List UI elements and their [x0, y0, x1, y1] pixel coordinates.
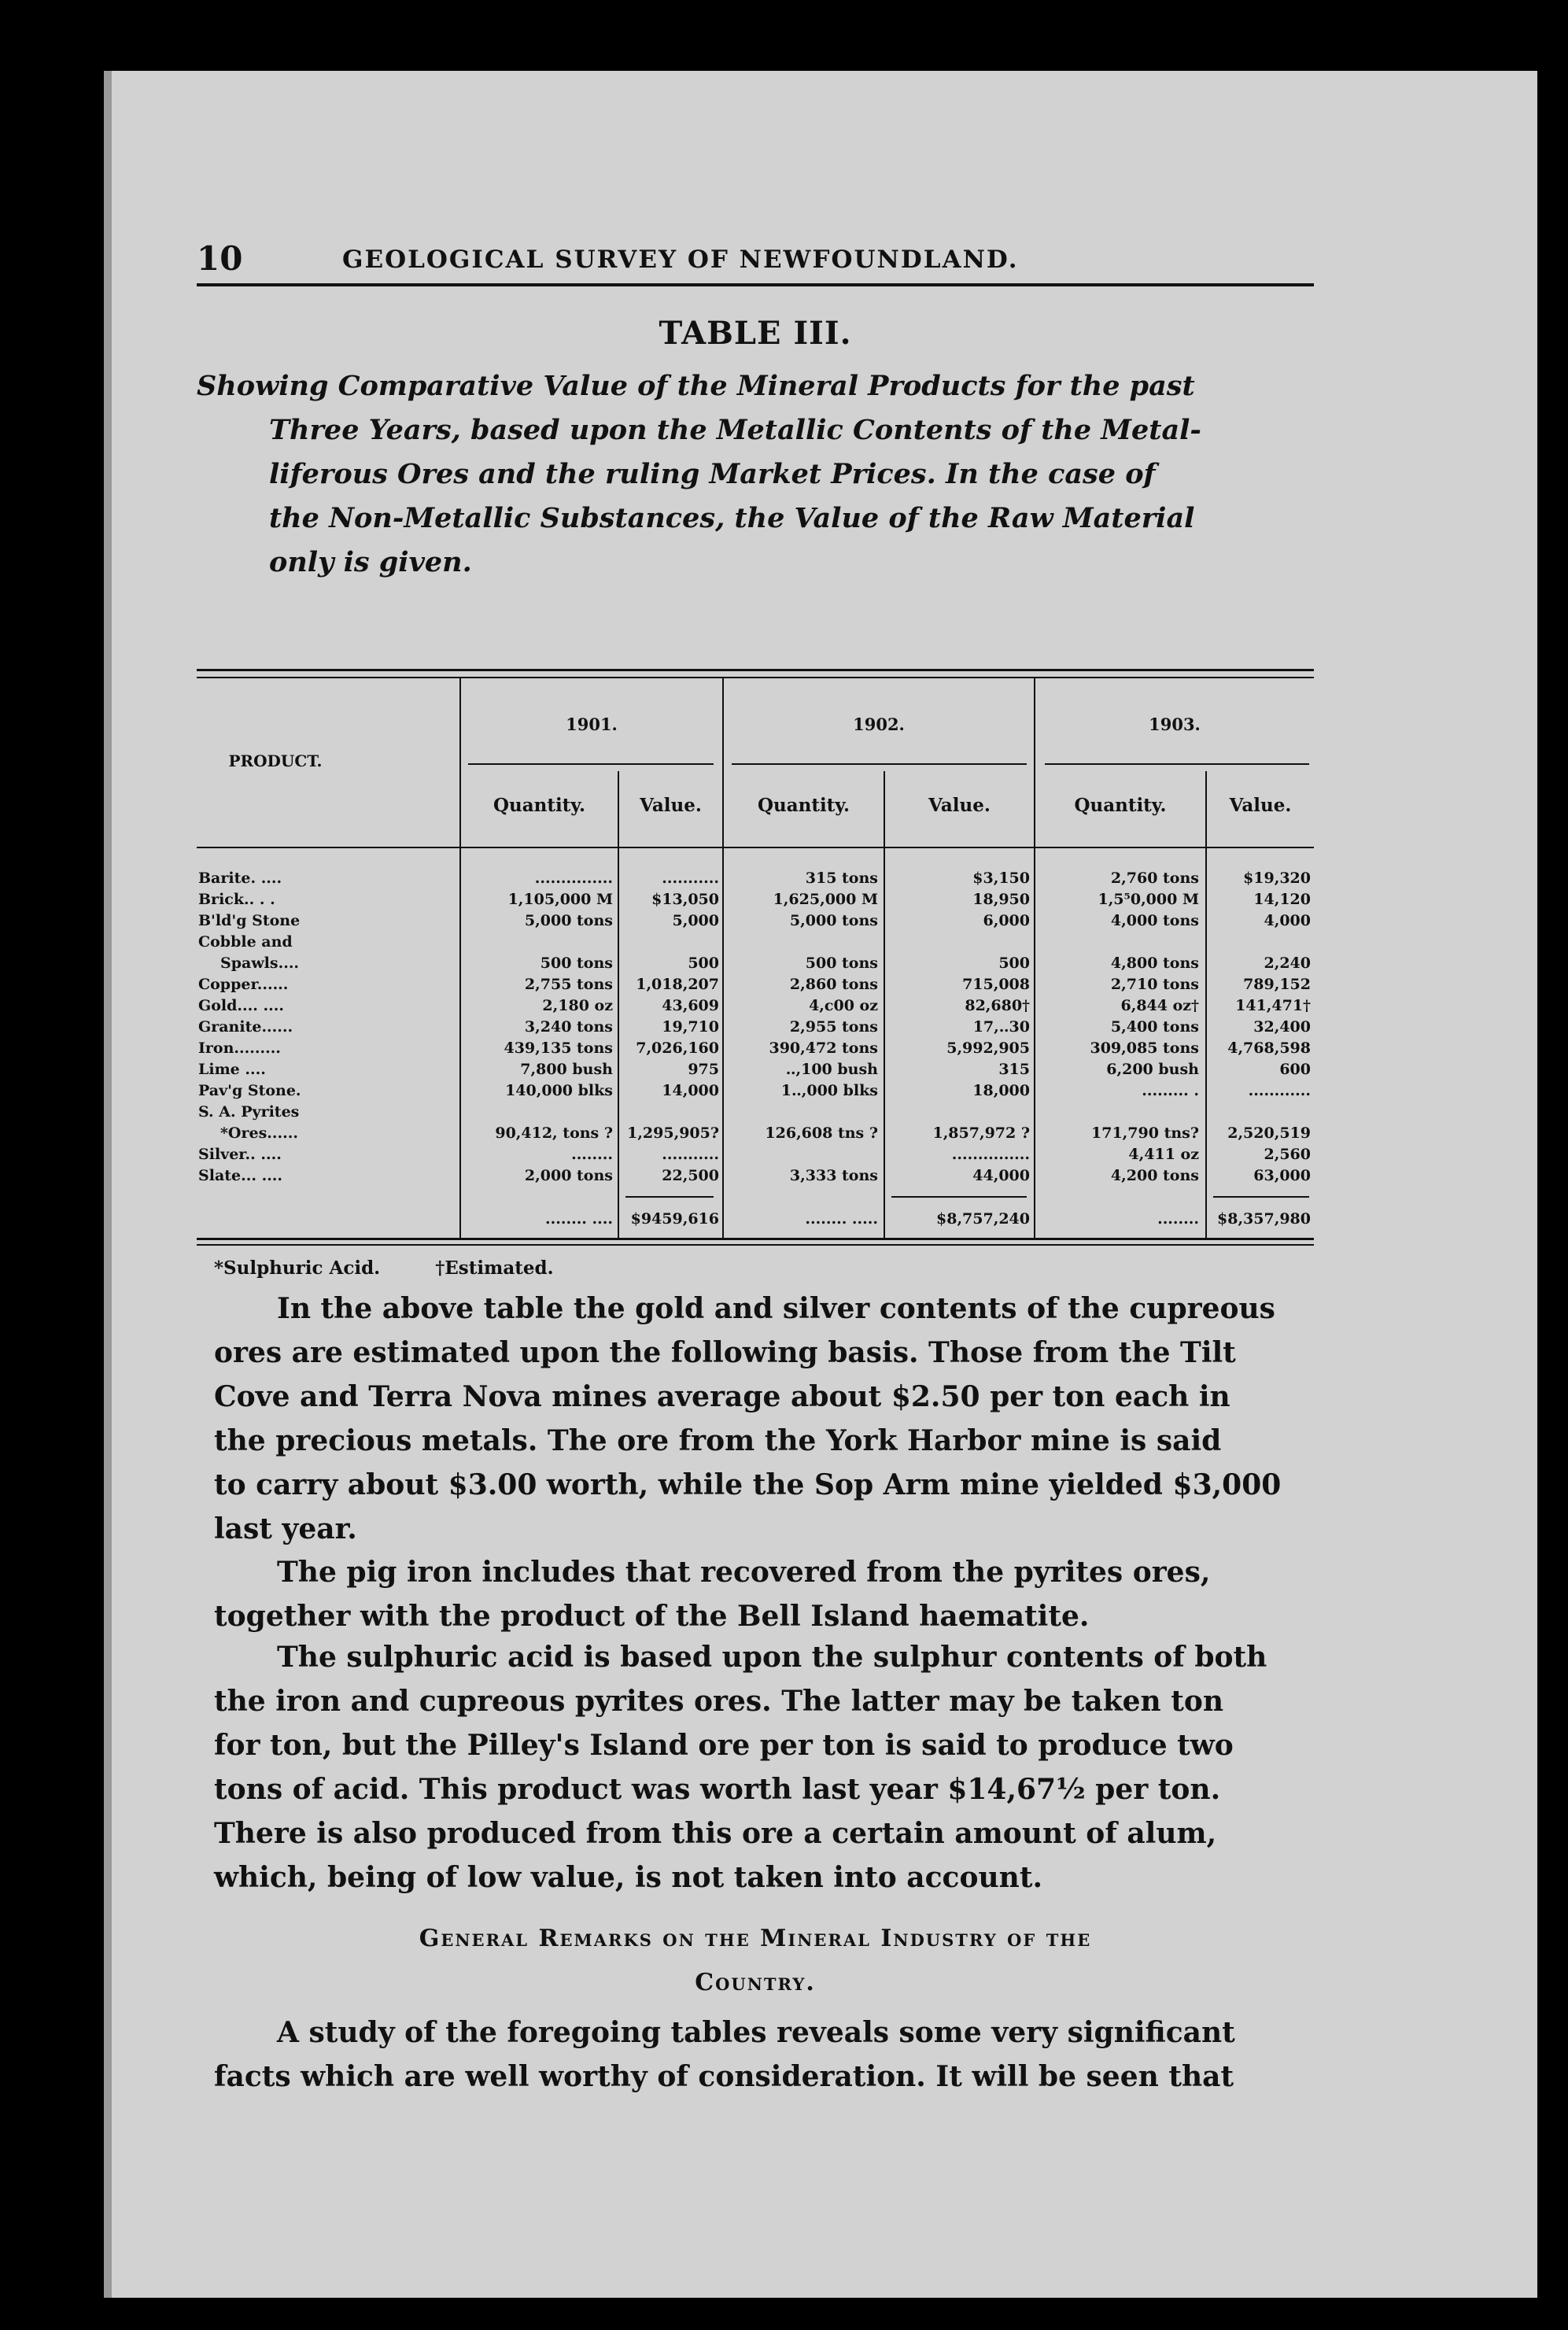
value-cell: 2,560 [1264, 1146, 1311, 1163]
value-cell: 2,955 tons [789, 1018, 878, 1036]
value-cell: 789,152 [1243, 976, 1311, 993]
value-cell: 315 tons [805, 870, 878, 887]
value-cell: 315 [998, 1061, 1030, 1078]
value-cell: 63,000 [1253, 1167, 1311, 1184]
value-cell: 4,000 [1264, 912, 1311, 929]
value-cell: 500 tons [540, 955, 613, 972]
year-rule [1045, 763, 1309, 765]
footnote-estimated: †Estimated. [435, 1257, 554, 1279]
value-cell: 500 [998, 955, 1030, 972]
value-cell: 5,000 tons [789, 912, 878, 929]
product-cell: B'ld'g Stone [198, 912, 301, 929]
product-cell: Gold.... .... [198, 997, 284, 1014]
value-cell: 19,710 [662, 1018, 719, 1036]
year-1903: 1903. [1149, 715, 1201, 734]
value-cell: 43,609 [662, 997, 719, 1014]
table-top-rule-thin [197, 677, 1314, 678]
caption-line: the Non-Metallic Substances, the Value of the Raw Material [269, 502, 1195, 534]
value-cell: ............... [534, 870, 613, 887]
quantity-header-1903: Quantity. [1074, 795, 1167, 816]
text-line: There is also produced from this ore a certain amount of alum, [214, 1817, 1217, 1850]
value-cell: 44,000 [972, 1167, 1030, 1184]
product-cell: Slate... .... [198, 1167, 283, 1184]
value-cell: 6,000 [983, 912, 1030, 929]
value-cell: 2,520,519 [1227, 1124, 1311, 1142]
value-cell: 18,950 [972, 891, 1030, 908]
value-cell: 1,295,905? [627, 1124, 719, 1142]
value-cell: 2,240 [1264, 955, 1311, 972]
text-line: tons of acid. This product was worth last year $14,67½ per ton. [214, 1773, 1221, 1806]
value-cell: $13,050 [651, 891, 719, 908]
value-header-1903: Value. [1229, 795, 1292, 816]
product-cell: Brick.. . . [198, 891, 275, 908]
value-cell: 500 tons [805, 955, 878, 972]
value-cell: 600 [1279, 1061, 1311, 1078]
text-line: for ton, but the Pilley's Island ore per ton is said to produce two [214, 1729, 1234, 1762]
value-cell: 4,000 tons [1110, 912, 1199, 929]
product-cell: Silver.. .... [198, 1146, 282, 1163]
value-cell: 500 [688, 955, 719, 972]
running-head-title: GEOLOGICAL SURVEY OF NEWFOUNDLAND. [342, 246, 1019, 274]
mineral-products-table [197, 596, 1314, 1250]
value-cell: 390,472 tons [769, 1039, 878, 1057]
footnote-sulphuric: *Sulphuric Acid. [214, 1257, 381, 1279]
total-rule [1213, 1196, 1309, 1198]
section-heading [197, 1917, 1314, 2005]
text-line: together with the product of the Bell Island haematite. [214, 1600, 1090, 1633]
section-heading-line: Country. [695, 1969, 816, 1996]
table-footnotes [214, 1257, 603, 1279]
running-header [197, 236, 1314, 286]
year-rule [732, 763, 1027, 765]
paragraph-sulphuric-acid [214, 1635, 1331, 1900]
value-cell: 3,333 tons [789, 1167, 878, 1184]
caption-line: Showing Comparative Value of the Mineral Products for the past [197, 370, 1195, 402]
product-header: PRODUCT. [228, 751, 323, 770]
value-cell: 7,800 bush [520, 1061, 613, 1078]
value-cell: 4,200 tons [1110, 1167, 1199, 1184]
product-cell: Copper...... [198, 976, 289, 993]
value-cell: ........ [571, 1146, 613, 1163]
product-cell: Pav'g Stone. [198, 1082, 301, 1099]
table-bottom-rule [197, 1238, 1314, 1240]
value-cell: 5,992,905 [946, 1039, 1030, 1057]
value-cell: 2,755 tons [524, 976, 613, 993]
value-cell: 2,180 oz [542, 997, 613, 1014]
value-cell: 4,800 tons [1110, 955, 1199, 972]
table-title: TABLE III. [659, 315, 852, 352]
value-cell: 14,000 [662, 1082, 719, 1099]
text-line: the iron and cupreous pyrites ores. The latter may be taken ton [214, 1685, 1224, 1718]
section-heading-line: General Remarks on the Mineral Industry of the [419, 1925, 1092, 1952]
text-line: The sulphuric acid is based upon the sulphur contents of both [277, 1641, 1267, 1674]
product-cell: Spawls.... [220, 955, 300, 972]
total-rule [891, 1196, 1027, 1198]
page-edge [104, 71, 112, 2298]
text-line: facts which are well worthy of consideration. It will be seen that [214, 2060, 1234, 2093]
caption-line: liferous Ores and the ruling Market Prices. In the case of [269, 458, 1156, 490]
value-cell: 2,000 tons [524, 1167, 613, 1184]
table-top-rule [197, 669, 1314, 671]
value-cell: $3,150 [972, 870, 1030, 887]
value-cell: ........... [662, 1146, 719, 1163]
value-cell: 1,105,000 M [507, 891, 613, 908]
value-cell: 14,120 [1253, 891, 1311, 908]
total-cell: ........ [1157, 1210, 1199, 1228]
value-cell: 4,768,598 [1227, 1039, 1311, 1057]
value-cell: 22,500 [662, 1167, 719, 1184]
caption-line: Three Years, based upon the Metallic Contents of the Metal- [269, 414, 1201, 446]
text-line: The pig iron includes that recovered from the pyrites ores, [277, 1556, 1211, 1589]
text-line: In the above table the gold and silver contents of the cupreous [277, 1292, 1275, 1325]
value-header-1901: Value. [640, 795, 702, 816]
table-bottom-rule-thin [197, 1244, 1314, 1246]
value-cell: 141,471† [1235, 997, 1311, 1014]
total-rule [625, 1196, 714, 1198]
year-rule [468, 763, 714, 765]
text-line: A study of the foregoing tables reveals some very significant [277, 2016, 1235, 2049]
page-number: 10 [197, 239, 243, 278]
product-cell: Lime .... [198, 1061, 266, 1078]
value-cell: 1,5⁵0,000 M [1098, 891, 1199, 908]
value-cell: ........... [662, 870, 719, 887]
product-cell: Iron......... [198, 1039, 281, 1057]
value-cell: 3,240 tons [524, 1018, 613, 1036]
value-cell: 32,400 [1253, 1018, 1311, 1036]
caption-line: only is given. [269, 546, 472, 578]
value-cell: 309,085 tons [1090, 1039, 1199, 1057]
value-cell: 4,411 oz [1128, 1146, 1199, 1163]
value-cell: ......... . [1142, 1082, 1199, 1099]
total-cell: ........ ..... [805, 1210, 878, 1228]
value-cell: 1,018,207 [636, 976, 719, 993]
paragraph-pig-iron [214, 1550, 1331, 1638]
value-cell: 140,000 blks [505, 1082, 613, 1099]
value-header-1902: Value. [928, 795, 991, 816]
value-cell: $19,320 [1243, 870, 1311, 887]
value-cell: 2,860 tons [789, 976, 878, 993]
total-cell: $9459,616 [630, 1210, 719, 1228]
total-cell: $8,357,980 [1217, 1210, 1311, 1228]
paragraph-gold-silver [214, 1287, 1331, 1554]
value-cell: 715,008 [962, 976, 1030, 993]
value-cell: 18,000 [972, 1082, 1030, 1099]
text-line: Cove and Terra Nova mines average about $2.50 per ton each in [214, 1380, 1230, 1413]
value-cell: 1,857,972 ? [932, 1124, 1030, 1142]
value-cell: 439,135 tons [504, 1039, 613, 1057]
text-line: the precious metals. The ore from the York Harbor mine is said [214, 1424, 1222, 1457]
total-cell: ........ .... [545, 1210, 613, 1228]
value-cell: 171,790 tns? [1091, 1124, 1199, 1142]
total-cell: $8,757,240 [936, 1210, 1030, 1228]
value-cell: 5,000 [672, 912, 719, 929]
text-line: last year. [214, 1512, 357, 1545]
value-cell: 6,844 oz† [1120, 997, 1199, 1014]
year-1901: 1901. [566, 715, 618, 734]
product-cell: S. A. Pyrites [198, 1103, 300, 1121]
paragraph-study [214, 2011, 1331, 2099]
text-line: ores are estimated upon the following basis. Those from the Tilt [214, 1336, 1236, 1369]
value-cell: 975 [688, 1061, 719, 1078]
text-line: which, being of low value, is not taken into account. [214, 1861, 1042, 1894]
product-cell: *Ores...... [220, 1124, 298, 1142]
value-cell: 1‥,000 blks [780, 1082, 878, 1099]
header-bottom-rule [197, 847, 1314, 848]
value-cell: 4,c00 oz [809, 997, 878, 1014]
value-cell: 2,760 tons [1110, 870, 1199, 887]
value-cell: 2,710 tons [1110, 976, 1199, 993]
value-cell: 7,026,160 [636, 1039, 719, 1057]
value-cell: 126,608 tns ? [765, 1124, 878, 1142]
value-cell: 82,680† [965, 997, 1030, 1014]
year-1902: 1902. [853, 715, 905, 734]
value-cell: 5,000 tons [524, 912, 613, 929]
value-cell: 1,625,000 M [773, 891, 878, 908]
value-cell: 90,412, tons ? [495, 1124, 613, 1142]
product-cell: Granite...... [198, 1018, 293, 1036]
value-cell: 6,200 bush [1106, 1061, 1199, 1078]
value-cell: 17,‥30 [972, 1018, 1030, 1036]
product-cell: Barite. .... [198, 870, 282, 887]
value-cell: 5,400 tons [1110, 1018, 1199, 1036]
value-cell: ............... [951, 1146, 1030, 1163]
quantity-header-1901: Quantity. [493, 795, 586, 816]
product-cell: Cobble and [198, 933, 293, 951]
value-cell: ‥,100 bush [785, 1061, 878, 1078]
text-line: to carry about $3.00 worth, while the Sop Arm mine yielded $3,000 [214, 1468, 1282, 1501]
quantity-header-1902: Quantity. [757, 795, 850, 816]
value-cell: ............ [1248, 1082, 1311, 1099]
